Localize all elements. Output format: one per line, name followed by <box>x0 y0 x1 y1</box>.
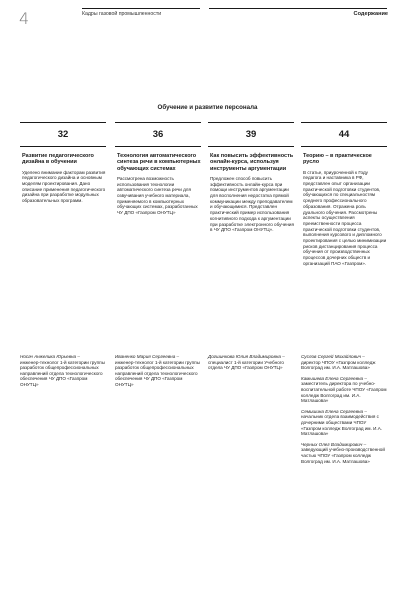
article-column-2 <box>115 122 201 216</box>
article-title[interactable]: Как повысить эффективность онлайн-курса, используя инструменты аргументации <box>210 152 294 172</box>
author-name: Камышева Елена Сергеевна – <box>301 375 367 381</box>
author-role: специалист 1-й категории Учебного отдела ЧУ ДПО «Газпром ОНУТЦ» <box>208 359 284 371</box>
author-name: Иваненко Мария Сергеевна – <box>115 354 180 359</box>
section-label: Содержание <box>353 11 388 17</box>
author-entry <box>301 376 387 404</box>
author-entry <box>301 354 387 371</box>
authors-column-1 <box>20 354 106 393</box>
journal-title: Кадры газовой промышленности <box>82 11 162 17</box>
author-name: Семишина Елена Сергеевна – <box>301 408 367 414</box>
column-top-rule <box>301 122 387 123</box>
article-title[interactable]: Развитие педагогического дизайна в обучении <box>22 152 94 166</box>
author-entry <box>301 442 387 464</box>
author-name: Суслов Сергей Михайлович – <box>301 354 365 359</box>
article-page-number[interactable]: 39 <box>245 129 257 141</box>
article-description: В статье, приуроченной к Году педагога и наставника в РФ, представлен опыт организации практической подготовки студентов, обучающихся по специальностям среднего профессионального образования. Отражена роль дуального обучения. Рассмотрены аспекты осуществления преемственности процесса практической подготовки студентов, выполнения курсового и дипломного проектирования с целью минимизации рисков дистанцирования процесса обучения от производственных процессов дочерних обществ и организаций ПАО «Газпром». <box>303 169 387 266</box>
author-entry <box>208 354 294 371</box>
article-title[interactable]: Теорию – в практическое русло <box>303 152 372 166</box>
authors-column-4 <box>301 354 387 469</box>
section-title: Обучение и развитие персонала <box>157 104 258 111</box>
article-description: Предложен способ повысить эффективность онлайн-курса при помощи инструментов аргументации для восполнения недостатка прямой коммуникации между преподавателем и обучающимися. Представлен практический пример использования когнитивного подхода к аргументации при разработке электронного обучения в ЧУ ДПО «Газпром ОНУТЦ». <box>210 175 294 233</box>
column-top-rule <box>20 122 106 123</box>
page-number: 4 <box>19 9 30 28</box>
article-description: Рассмотрена возможность использования технологии автоматического синтеза речи для озвучивания учебного материала, применяемого в компьютерных обучающих системах, разработанных ЧУ ДПО «Газпром ОНУТЦ» <box>117 175 198 216</box>
article-column-3 <box>208 122 294 233</box>
article-page-number[interactable]: 36 <box>152 129 164 141</box>
article-title[interactable]: Технология автоматического синтеза речи в компьютерных обучающих системах <box>117 152 201 172</box>
article-column-1 <box>20 122 106 204</box>
header-rule-right <box>209 8 387 9</box>
author-entry <box>115 354 201 388</box>
column-top-rule <box>208 122 294 123</box>
authors-column-2 <box>115 354 201 393</box>
article-page-number[interactable]: 44 <box>338 129 350 141</box>
author-entry <box>301 409 387 437</box>
header-rule-left <box>82 8 200 9</box>
article-page-number[interactable]: 32 <box>57 129 69 141</box>
author-name: Догшинкова Юлия Владимировна – <box>208 354 285 359</box>
article-column-4 <box>301 122 387 267</box>
author-role: инженер-технолог 1-й категории группы разработок общепрофессиональных направлений отдела технологического обеспечения ЧУ ДПО «Газпром ОНУТЦ» <box>20 359 105 387</box>
column-top-rule <box>115 122 201 123</box>
column-separator <box>115 146 201 147</box>
author-role: начальник отдела взаимодействия с дочерними обществами ЧПОУ «Газпром колледж Волгоград им. И.А. Матлашова» <box>301 414 383 437</box>
article-description: Уделено внимание факторам развития педагогического дизайна и основным моделям проектирования. Дано описание применения педагогического дизайна при разработке модульных образовательных программ. <box>22 169 106 204</box>
authors-column-3 <box>208 354 294 376</box>
author-role: инженер-технолог 1-й категории группы разработок общепрофессиональных направлений отдела технологического обеспечения ЧУ ДПО «Газпром ОНУТЦ» <box>115 359 200 387</box>
column-separator <box>208 146 294 147</box>
author-role: директор ЧПОУ «Газпром колледж Волгоград им. И.А. Матлашова» <box>301 359 376 371</box>
author-role: заместитель директора по учебно-воспитательной работе ЧПОУ «Газпром колледж Волгоград им. И.А. Матлашова» <box>301 381 387 404</box>
author-name: Черных Олег Владимирович – <box>301 441 367 447</box>
author-name: Носач Анжелика Юрьевна – <box>20 354 80 359</box>
column-separator <box>301 146 387 147</box>
author-role: заведующий учебно-производственной частью ЧПОУ «Газпром колледж Волгоград им. И.А. Матлашова» <box>301 447 385 464</box>
author-entry <box>20 354 106 388</box>
column-separator <box>20 146 106 147</box>
